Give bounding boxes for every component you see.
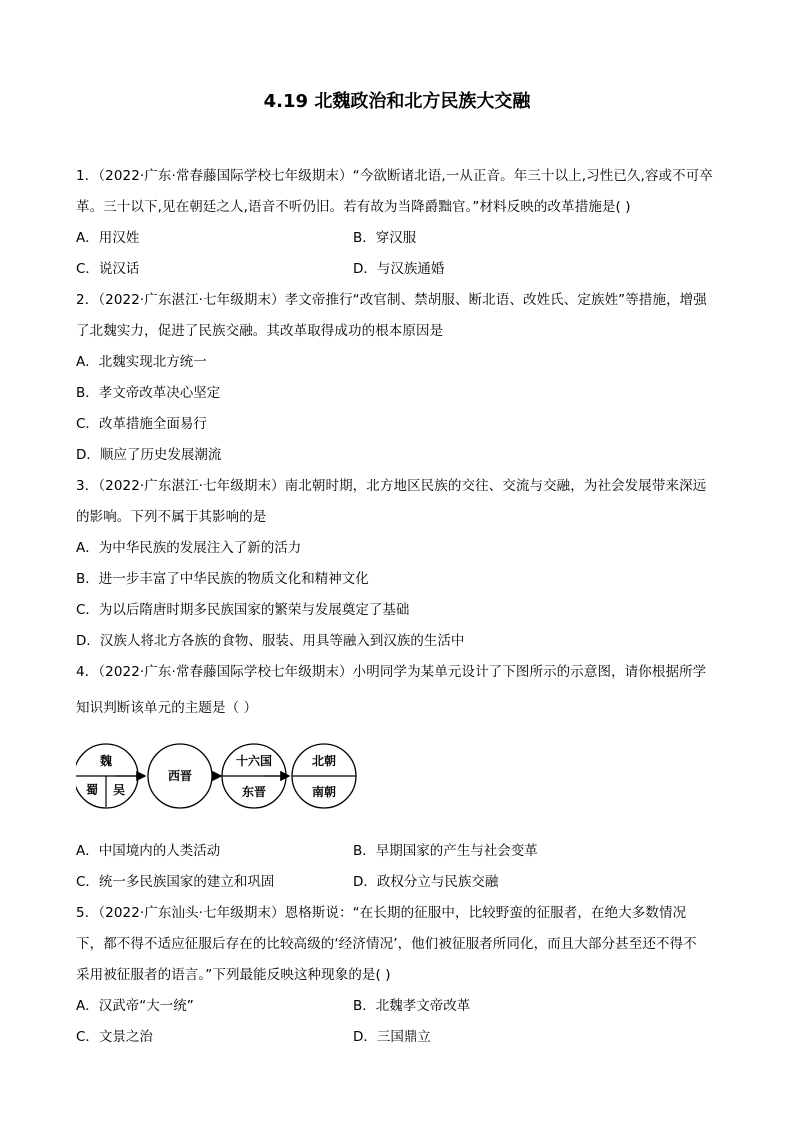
circle-western-jin xyxy=(148,744,212,808)
question-3 xyxy=(76,475,720,661)
question-4-stem-line-2: 知识判断该单元的主题是（ ） xyxy=(76,700,258,716)
question-1-option-b[interactable]: B．穿汉服 xyxy=(353,230,417,246)
question-4-option-b[interactable]: B．早期国家的产生与社会变革 xyxy=(353,843,538,859)
question-5-stem-line-3: 采用被征服者的语言。”下列最能反映这种现象的是( ) xyxy=(76,967,391,983)
question-1-stem-line-2: 革。三十以下,见在朝廷之人,语音不听仍旧。若有故为当降爵黜官。”材料反映的改革措施是( ) xyxy=(76,199,631,215)
label-western-jin: 西晋 xyxy=(167,769,193,783)
dynasty-diagram-svg xyxy=(76,736,376,818)
question-2-option-b[interactable]: B．孝文帝改革决心坚定 xyxy=(76,385,221,401)
question-5 xyxy=(76,902,720,1057)
question-4-option-c[interactable]: C．统一多民族国家的建立和巩固 xyxy=(76,874,275,890)
dynasty-diagram xyxy=(76,728,720,840)
question-list xyxy=(76,165,720,1057)
question-2-stem-line-1: 2．（2022·广东湛江·七年级期末）孝文帝推行“改官制、禁胡服、断北语、改姓氏、定族姓”等措施，增强 xyxy=(76,292,707,308)
question-5-stem-line-2: 下，都不得不适应征服后存在的比较高级的‘经济情况’，他们被征服者所同化，而且大部分甚至还不得不 xyxy=(76,936,697,952)
label-southern-dynasties: 南朝 xyxy=(311,785,337,799)
question-1-stem-line-1: 1．（2022·广东·常春藤国际学校七年级期末）“今欲断诸北语,一从正音。年三十以上,习性已久,容或不可卒 xyxy=(76,168,713,184)
question-2 xyxy=(76,289,720,475)
label-northern-dynasties: 北朝 xyxy=(311,754,337,768)
question-3-option-d[interactable]: D．汉族人将北方各族的食物、服装、用具等融入到汉族的生活中 xyxy=(76,633,465,649)
question-1-option-d[interactable]: D．与汉族通婚 xyxy=(353,261,445,277)
question-3-option-a[interactable]: A．为中华民族的发展注入了新的活力 xyxy=(76,540,302,556)
question-5-option-c[interactable]: C．文景之治 xyxy=(76,1029,153,1045)
page-title: 4.19 北魏政治和北方民族大交融 xyxy=(263,91,531,112)
question-5-option-d[interactable]: D．三国鼎立 xyxy=(353,1029,431,1045)
question-1 xyxy=(76,165,720,289)
question-2-option-c[interactable]: C．改革措施全面易行 xyxy=(76,416,207,432)
question-1-option-c[interactable]: C．说汉话 xyxy=(76,261,140,277)
circle-northern-southern xyxy=(292,744,356,808)
question-5-option-b[interactable]: B．北魏孝文帝改革 xyxy=(353,998,471,1014)
question-2-stem-line-2: 了北魏实力，促进了民族交融。其改革取得成功的根本原因是 xyxy=(76,323,444,339)
question-5-stem-line-1: 5．（2022·广东汕头·七年级期末）恩格斯说：“在长期的征服中，比较野蛮的征服者，在绝大多数情况 xyxy=(76,905,687,921)
question-4-option-d[interactable]: D．政权分立与民族交融 xyxy=(353,874,499,890)
question-4-stem-line-1: 4．（2022·广东·常春藤国际学校七年级期末）小明同学为某单元设计了下图所示的示意图，请你根据所学 xyxy=(76,664,707,680)
question-1-option-a[interactable]: A．用汉姓 xyxy=(76,230,140,246)
question-3-option-b[interactable]: B．进一步丰富了中华民族的物质文化和精神文化 xyxy=(76,571,369,587)
question-3-option-c[interactable]: C．为以后隋唐时期多民族国家的繁荣与发展奠定了基础 xyxy=(76,602,410,618)
question-4 xyxy=(76,661,720,902)
label-shu: 蜀 xyxy=(85,783,99,797)
question-2-option-a[interactable]: A．北魏实现北方统一 xyxy=(76,354,207,370)
label-eastern-jin: 东晋 xyxy=(241,785,267,799)
label-wu: 吴 xyxy=(112,783,126,797)
question-2-option-d[interactable]: D．顺应了历史发展潮流 xyxy=(76,447,222,463)
question-3-stem-line-2: 的影响。下列不属于其影响的是 xyxy=(76,509,267,525)
label-sixteen-kingdoms: 十六国 xyxy=(235,754,273,768)
question-4-option-a[interactable]: A．中国境内的人类活动 xyxy=(76,843,221,859)
question-3-stem-line-1: 3．（2022·广东湛江·七年级期末）南北朝时期，北方地区民族的交往、交流与交融，为社会发展带来深远 xyxy=(76,478,707,494)
question-5-option-a[interactable]: A．汉武帝“大一统” xyxy=(76,998,194,1014)
label-wei: 魏 xyxy=(99,754,113,768)
